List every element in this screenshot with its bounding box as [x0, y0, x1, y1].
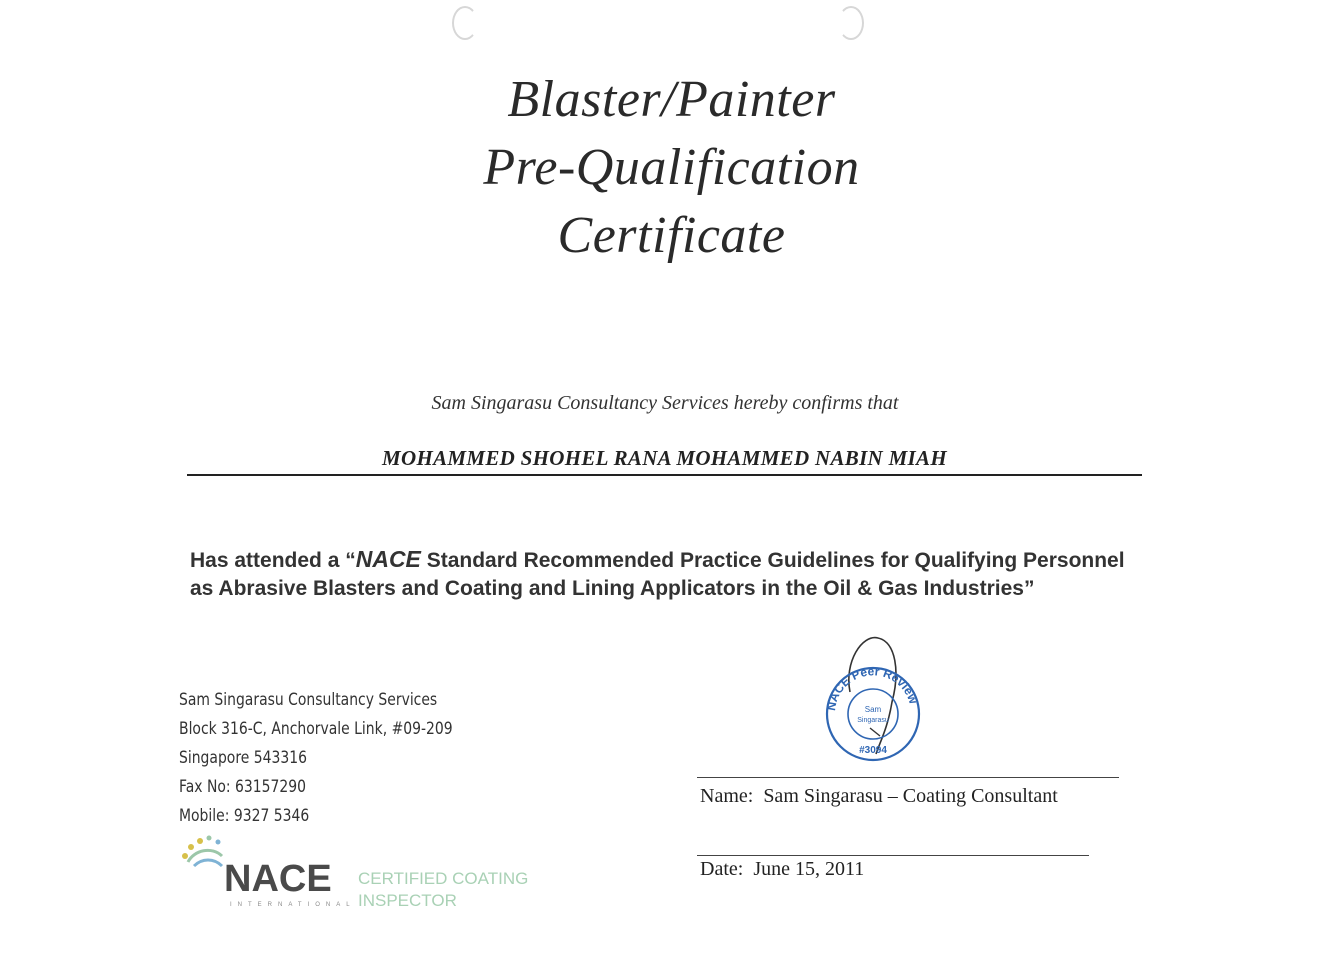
name-label: Name: — [700, 785, 754, 807]
issuer-address — [179, 686, 453, 831]
seal-center-line-1: Sam — [864, 705, 882, 714]
certificate-title-line-1: Blaster/Painter — [507, 71, 836, 128]
course-acronym: NACE — [355, 546, 421, 572]
recipient-underline — [187, 474, 1142, 476]
name-field — [700, 785, 1058, 808]
date-field — [700, 858, 864, 881]
name-signature-line — [697, 777, 1119, 778]
logo-brand-text: NACE — [224, 858, 332, 900]
seal-center-line-2: Singarasu — [857, 717, 889, 724]
address-city: Singapore 543316 — [179, 748, 307, 768]
course-prefix: Has attended a “ — [190, 549, 356, 572]
peer-review-seal — [818, 632, 928, 772]
address-street: Block 316-C, Anchorvale Link, #09-209 — [179, 719, 453, 739]
date-signature-line — [697, 855, 1089, 856]
course-statement — [190, 545, 1150, 603]
confirmation-text: Sam Singarasu Consultancy Services hereby confirms that — [431, 392, 899, 414]
punch-hole-left — [452, 6, 478, 40]
logo-sub-text: INTERNATIONAL — [230, 902, 356, 908]
certificate-title-line-2: Pre-Qualification — [483, 139, 860, 196]
seal-arc-text: NACE Peer Review — [823, 664, 921, 712]
punch-hole-right — [838, 6, 864, 40]
address-fax: Fax No: 63157290 — [179, 777, 307, 797]
seal-number: #3094 — [859, 745, 887, 756]
recipient-name: MOHAMMED SHOHEL RANA MOHAMMED NABIN MIAH — [382, 446, 947, 470]
logo-tagline-1: CERTIFIED COATING — [358, 869, 529, 888]
address-company: Sam Singarasu Consultancy Services — [179, 690, 438, 710]
logo-swirl-icon — [182, 836, 222, 867]
certificate-title-line-3: Certificate — [557, 207, 786, 264]
date-value: June 15, 2011 — [753, 858, 865, 880]
logo-tagline-2: INSPECTOR — [358, 891, 457, 910]
date-label: Date: — [700, 858, 744, 880]
name-value: Sam Singarasu – Coating Consultant — [763, 785, 1058, 807]
nace-logo — [178, 828, 558, 918]
address-mobile: Mobile: 9327 5346 — [179, 806, 310, 826]
course-rest: Standard Recommended Practice Guidelines for Qualifying Personnel as Abrasive Blasters and Coating and Lining Applicators in the Oil & Gas Industries” — [190, 549, 1125, 600]
